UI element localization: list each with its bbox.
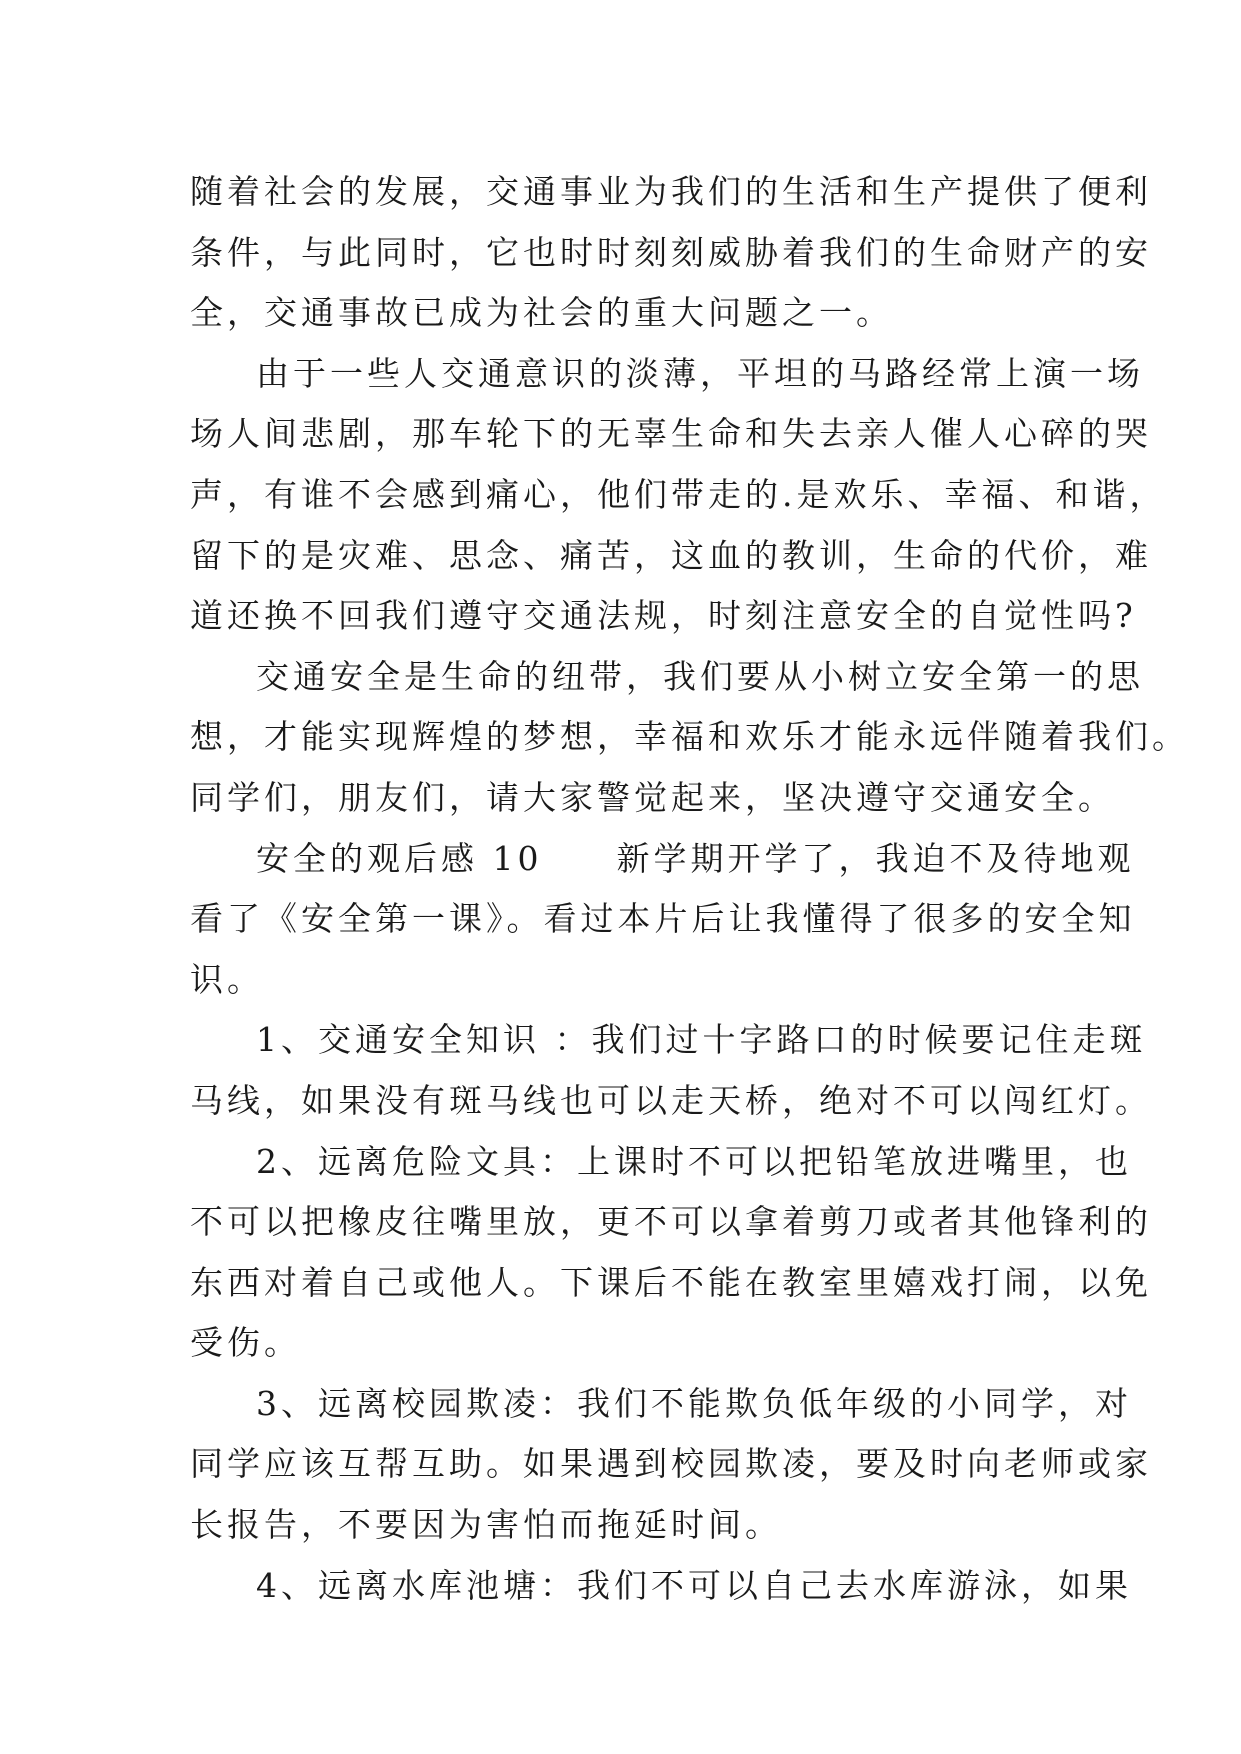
text-line: 1、交通安全知识 ：我们过十字路口的时候要记住走斑 [256, 1020, 1147, 1060]
text-line: 安全的观后感 10 新学期开学了，我迫不及待地观 [256, 838, 1135, 878]
text-line: 3、远离校园欺凌：我们不能欺负低年级的小同学，对 [256, 1383, 1132, 1423]
text-line: 道还换不回我们遵守交通法规，时刻注意安全的自觉性吗? [190, 596, 1137, 636]
text-line: 由于一些人交通意识的淡薄，平坦的马路经常上演一场 [256, 353, 1144, 393]
text-line: 不可以把橡皮往嘴里放，更不可以拿着剪刀或者其他锋利的 [190, 1202, 1152, 1242]
text-line: 场人间悲剧，那车轮下的无辜生命和失去亲人催人心碎的哭 [190, 414, 1152, 454]
text-line: 看了《安全第一课》。看过本片后让我懂得了很多的安全知 [190, 899, 1136, 939]
text-line: 识。 [190, 959, 264, 999]
text-line: 东西对着自己或他人。下课后不能在教室里嬉戏打闹，以免 [190, 1262, 1152, 1302]
text-line: 4、远离水库池塘：我们不可以自己去水库游泳，如果 [256, 1565, 1132, 1605]
text-line: 马线，如果没有斑马线也可以走天桥，绝对不可以闯红灯。 [190, 1080, 1152, 1120]
text-line: 同学应该互帮互助。如果遇到校园欺凌，要及时向老师或家 [190, 1444, 1152, 1484]
text-line: 想，才能实现辉煌的梦想，幸福和欢乐才能永远伴随着我们。 [190, 717, 1189, 757]
text-line: 2、远离危险文具：上课时不可以把铅笔放进嘴里，也 [256, 1141, 1132, 1181]
document-body [190, 162, 1189, 1616]
text-line: 声，有谁不会感到痛心，他们带走的.是欢乐、幸福、和谐， [190, 474, 1167, 514]
text-line: 条件，与此同时，它也时时刻刻威胁着我们的生命财产的安 [190, 232, 1152, 272]
text-line: 交通安全是生命的纽带，我们要从小树立安全第一的思 [256, 656, 1144, 696]
text-line: 全，交通事故已成为社会的重大问题之一。 [190, 293, 893, 333]
text-line: 长报告，不要因为害怕而拖延时间。 [190, 1505, 782, 1545]
text-line: 同学们，朋友们，请大家警觉起来，坚决遵守交通安全。 [190, 777, 1115, 817]
text-line: 受伤。 [190, 1323, 301, 1363]
text-line: 留下的是灾难、思念、痛苦，这血的教训，生命的代价，难 [190, 535, 1152, 575]
text-line: 随着社会的发展，交通事业为我们的生活和生产提供了便利 [190, 172, 1152, 211]
